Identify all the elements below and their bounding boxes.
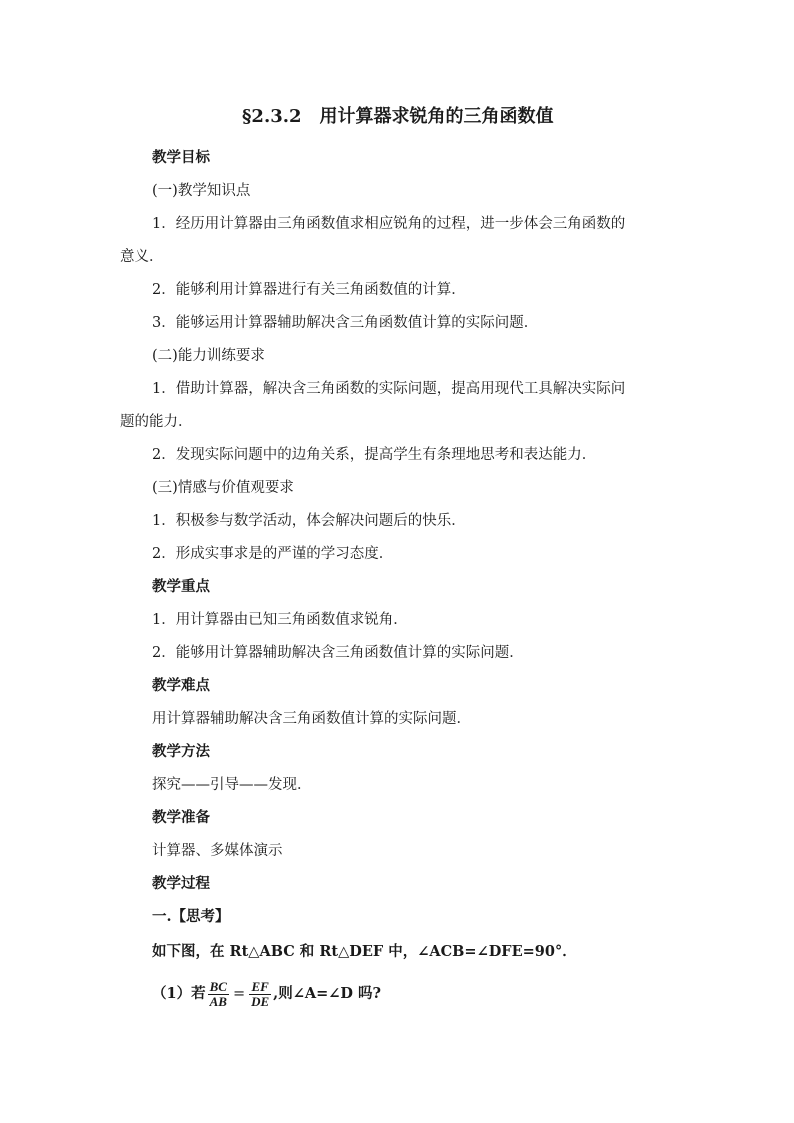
page-title: §2.3.2 用计算器求锐角的三角函数值 (242, 106, 554, 127)
paragraph-line: 2．形成实事求是的严谨的学习态度． (152, 546, 394, 562)
section-heading-objectives: 教学目标 (152, 149, 210, 166)
fraction-bc-ab (208, 980, 229, 1009)
question-prefix: （1）若 (152, 985, 206, 1002)
subheading-values: (三)情感与价值观要求 (152, 480, 294, 496)
equals-sign: = (232, 986, 246, 1002)
paragraph-line: 3．能够运用计算器辅助解决含三角函数值计算的实际问题． (152, 315, 539, 331)
fraction-denominator: AB (209, 993, 227, 1009)
paragraph-line: 1．经历用计算器由三角函数值求相应锐角的过程，进一步体会三角函数的 (152, 216, 626, 232)
paragraph-line: 1．借助计算器，解决含三角函数的实际问题，提高用现代工具解决实际问 (152, 381, 626, 397)
subheading-think: 一.【思考】 (152, 908, 230, 925)
paragraph-line: 探究——引导——发现． (152, 777, 312, 793)
paragraph-line: 计算器、多媒体演示 (152, 843, 283, 859)
fraction-numerator: BC (209, 978, 227, 994)
paragraph-line: 题的能力． (120, 414, 193, 430)
section-heading-process: 教学过程 (152, 875, 210, 892)
paragraph-line: 意义． (120, 249, 164, 265)
paragraph-line: 2．发现实际问题中的边角关系，提高学生有条理地思考和表达能力． (152, 447, 597, 463)
section-heading-preparation: 教学准备 (152, 809, 210, 826)
paragraph-line: 2．能够利用计算器进行有关三角函数值的计算． (152, 282, 466, 298)
fraction-denominator: DE (251, 993, 270, 1009)
subheading-ability: (二)能力训练要求 (152, 348, 265, 364)
question-suffix: ,则∠A=∠D 吗? (273, 985, 382, 1002)
section-heading-methods: 教学方法 (152, 743, 210, 760)
fraction-numerator: EF (249, 980, 271, 995)
problem-statement: 如下图，在 Rt△ABC 和 Rt△DEF 中，∠ACB=∠DFE=90°． (152, 943, 577, 960)
paragraph-line: 2．能够用计算器辅助解决含三角函数值计算的实际问题． (152, 645, 524, 661)
question-1 (152, 974, 381, 1014)
paragraph-line: 用计算器辅助解决含三角函数值计算的实际问题． (152, 711, 471, 727)
section-heading-key-points: 教学重点 (152, 578, 210, 595)
paragraph-line: 1．积极参与数学活动，体会解决问题后的快乐． (152, 513, 466, 529)
section-heading-difficulties: 教学难点 (152, 677, 210, 694)
subheading-knowledge: (一)教学知识点 (152, 183, 251, 199)
fraction-ef-de (249, 980, 271, 1009)
paragraph-line: 1．用计算器由已知三角函数值求锐角． (152, 612, 408, 628)
